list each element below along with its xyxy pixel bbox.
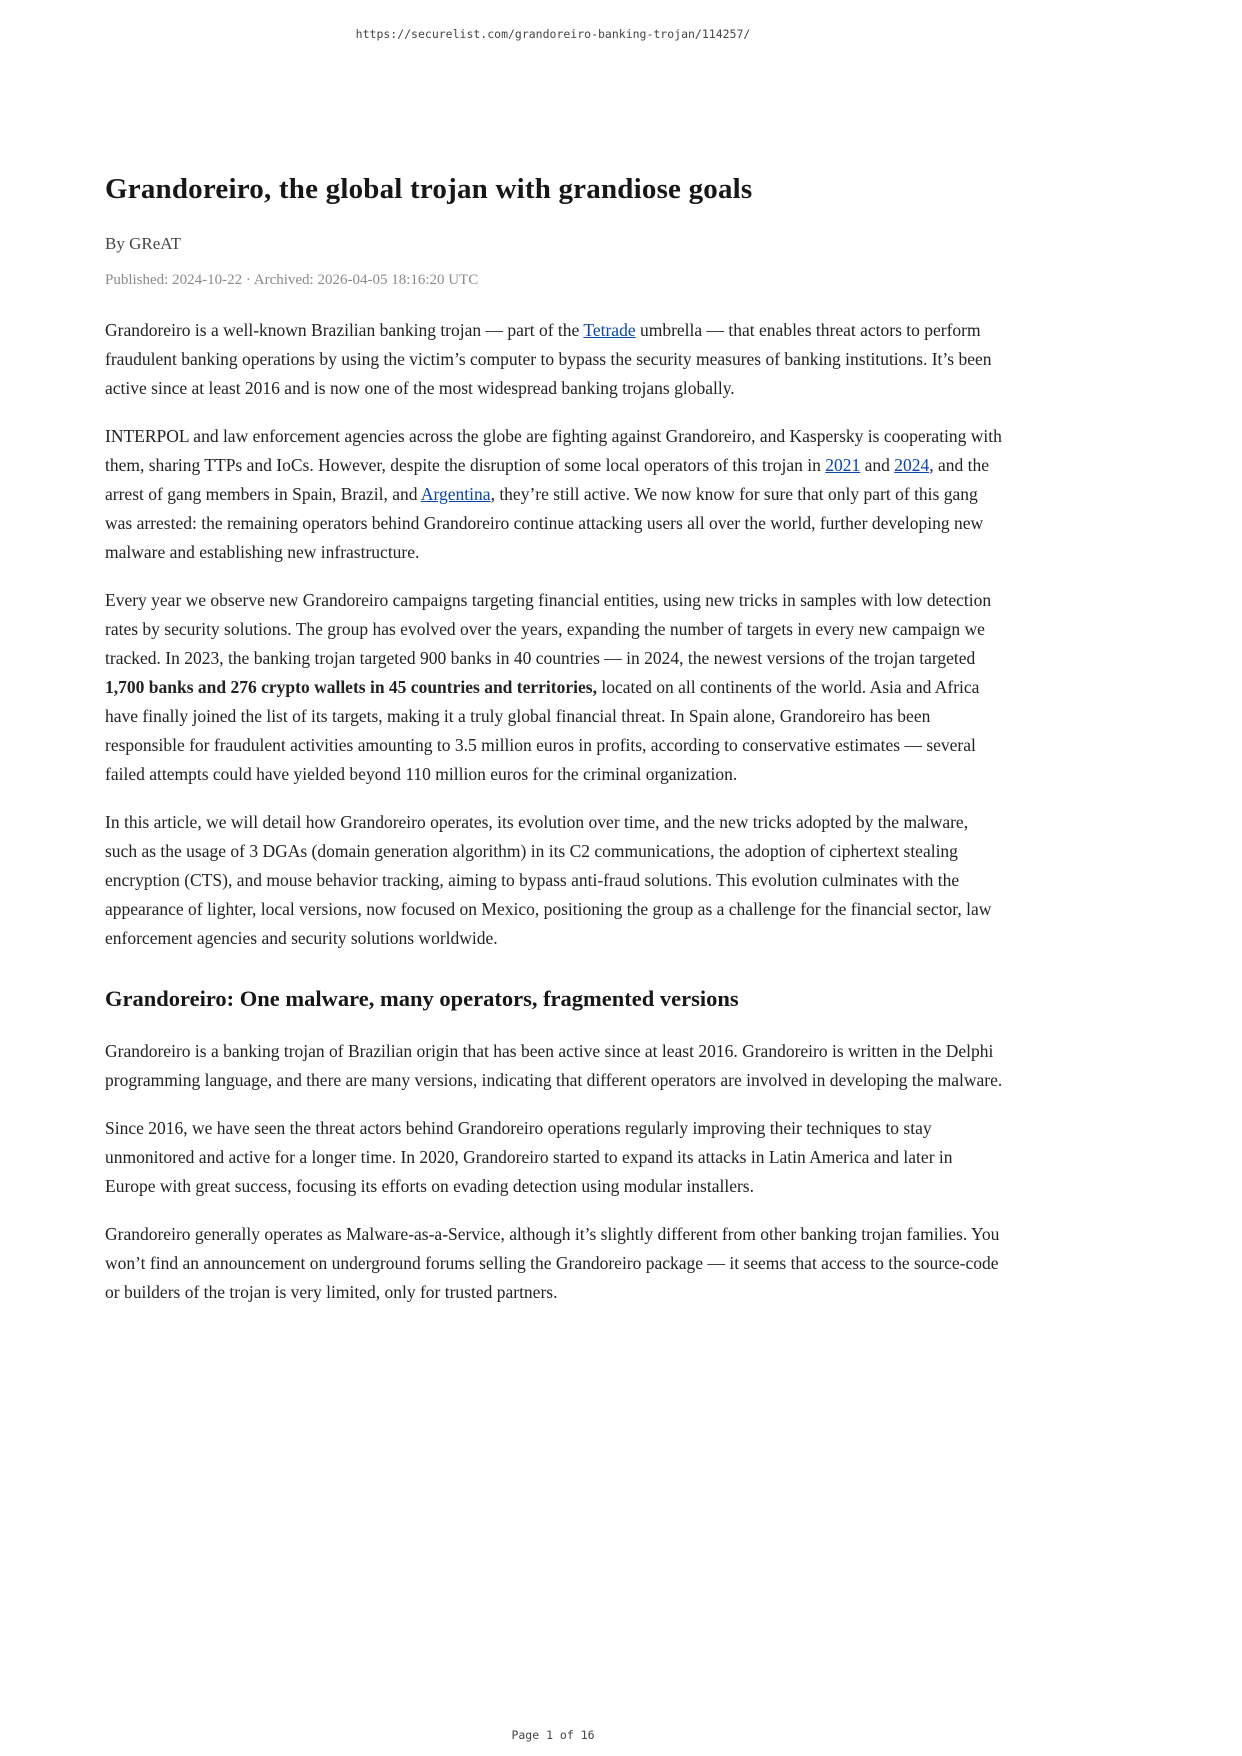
paragraph (105, 1114, 1003, 1201)
paragraph (105, 808, 1003, 953)
paragraph (105, 422, 1003, 567)
article (0, 173, 1106, 1446)
article-byline: By GReAT (105, 234, 182, 253)
inline-link[interactable]: Tetrade (583, 320, 636, 340)
text-run: INTERPOL and law enforcement agencies across the globe are fighting against Grandoreiro, and Kaspersky is cooperating with them, sharing TTPs and IoCs. However, despite the disruption of some local operators of this trojan in (105, 426, 1002, 475)
bold-text: 1,700 banks and 276 crypto wallets in 45 countries and territories, (105, 677, 597, 697)
text-run: Since 2016, we have seen the threat actors behind Grandoreiro operations regularly improving their techniques to stay unmonitored and active for a longer time. In 2020, Grandoreiro started to expand its attacks in Latin America and later in Europe with great success, focusing its efforts on evading detection using modular installers. (105, 1118, 953, 1196)
text-run: In this article, we will detail how Grandoreiro operates, its evolution over time, and the new tricks adopted by the malware, such as the usage of 3 DGAs (domain generation algorithm) in its C2 communications, the adoption of ciphertext stealing encryption (CTS), and mouse behavior tracking, aiming to bypass anti-fraud solutions. This evolution culminates with the appearance of lighter, local versions, now focused on Mexico, positioning the group as a challenge for the financial sector, law enforcement agencies and security solutions worldwide. (105, 812, 992, 948)
text-run: umbrella — that enables threat actors to perform fraudulent banking operations by using the victim’s computer to bypass the security measures of banking institutions. It’s been active since at least 2016 and is now one of the most widespread banking trojans globally. (105, 320, 992, 398)
text-run: Grandoreiro generally operates as Malware-as-a-Service, although it’s slightly different from other banking trojan families. You won’t find an announcement on underground forums selling the Grandoreiro package — it seems that access to the source-code or builders of the trojan is very limited, only for trusted partners. (105, 1224, 1000, 1302)
paragraph (105, 1037, 1003, 1095)
text-run: Grandoreiro is a well-known Brazilian banking trojan — part of the (105, 320, 584, 340)
page-footer: Page 1 of 16 (511, 1728, 595, 1742)
inline-link[interactable]: Argentina (420, 484, 491, 504)
article-title: Grandoreiro, the global trojan with grandiose goals (105, 173, 753, 205)
text-run: , they’re still active. We now know for sure that only part of this gang was arrested: the remaining operators behind Grandoreiro continue attacking users all over the world, further developing new malware and establishing new infrastructure. (105, 484, 984, 562)
text-run: , and the arrest of gang members in Spain, Brazil, and (105, 455, 990, 504)
paragraph (105, 1220, 1003, 1307)
article-body (105, 316, 1003, 1307)
section-heading: Grandoreiro: One malware, many operators, fragmented versions (105, 986, 739, 1011)
text-run: Grandoreiro is a banking trojan of Brazilian origin that has been active since at least 2016. Grandoreiro is written in the Delphi programming language, and there are many versions, indicating that different operators are involved in developing the malware. (105, 1041, 1003, 1090)
paragraph (105, 316, 1003, 403)
text-run: Every year we observe new Grandoreiro campaigns targeting financial entities, using new tricks in samples with low detection rates by security solutions. The group has evolved over the years, expanding the number of targets in every new campaign we tracked. In 2023, the banking trojan targeted 900 banks in 40 countries — in 2024, the newest versions of the trojan targeted (105, 590, 992, 668)
inline-link[interactable]: 2021 (825, 455, 861, 475)
text-run: located on all continents of the world. Asia and Africa have finally joined the list of its targets, making it a truly global financial threat. In Spain alone, Grandoreiro has been responsible for fraudulent activities amounting to 3.5 million euros in profits, according to conservative estimates — several failed attempts could have yielded beyond 110 million euros for the criminal organization. (105, 677, 980, 784)
text-run: and (860, 455, 895, 475)
article-meta: Published: 2024-10-22 · Archived: 2026-04-05 18:16:20 UTC (105, 272, 479, 288)
paragraph (105, 586, 1003, 789)
print-header-url: https://securelist.com/grandoreiro-banking-trojan/114257/ (355, 27, 751, 41)
inline-link[interactable]: 2024 (894, 455, 930, 475)
